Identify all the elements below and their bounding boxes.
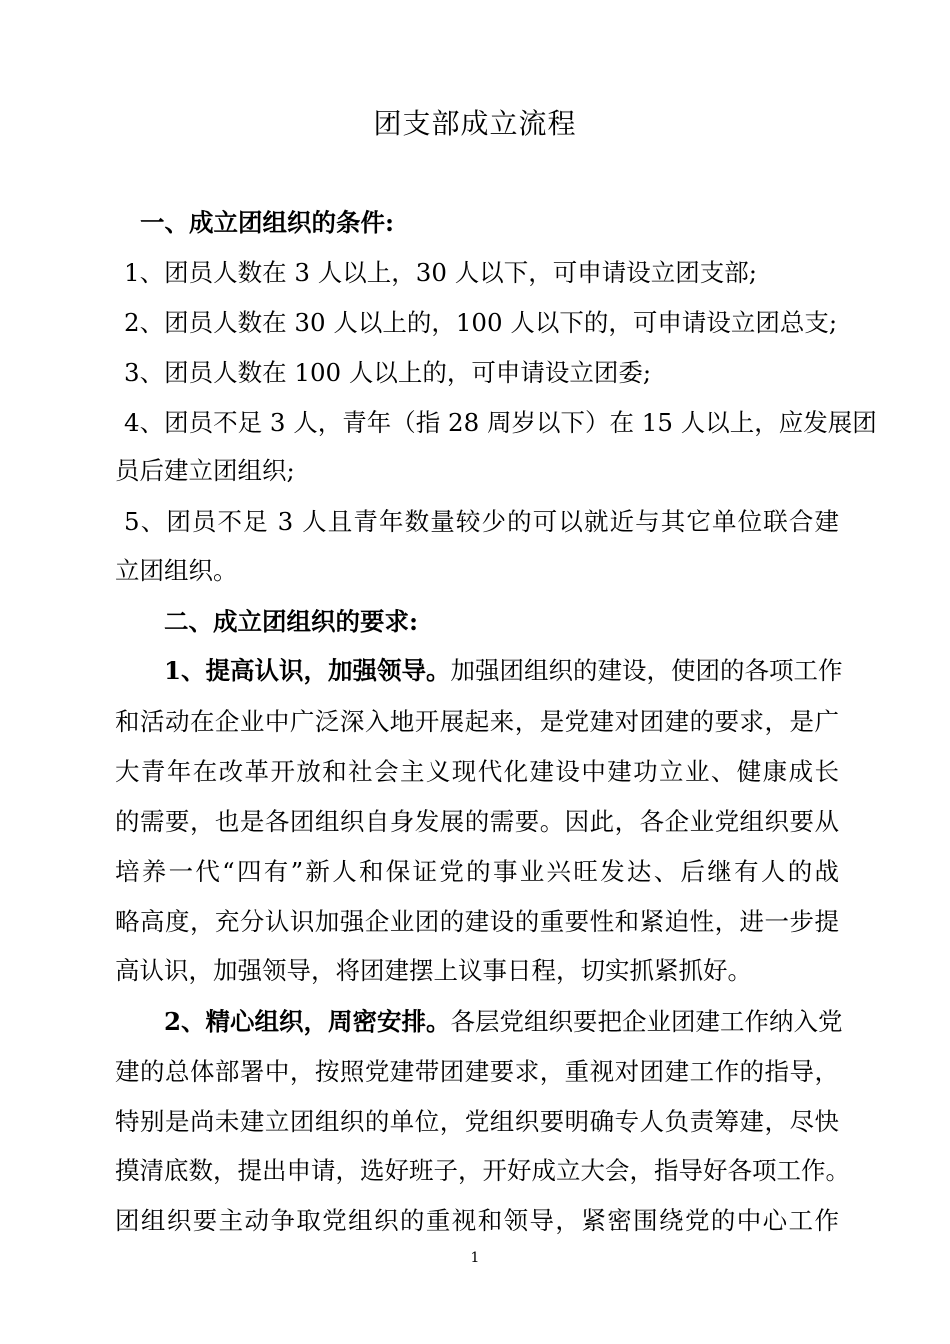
requirement-1-line-3: 大青年在改革开放和社会主义现代化建设中建功立业、健康成长 [115, 757, 839, 786]
requirement-1-text: 加强团组织的建设，使团的各项工作 [450, 656, 843, 685]
condition-item-4: 4、团员不足 3 人，青年（指 28 周岁以下）在 15 人以上，应发展团 [124, 408, 877, 437]
condition-item-2: 2、团员人数在 30 人以上的，100 人以下的，可申请设立团总支; [124, 308, 838, 337]
condition-item-1: 1、团员人数在 3 人以上，30 人以下，可申请设立团支部; [124, 258, 757, 287]
condition-item-4-cont: 员后建立团组织; [115, 456, 295, 485]
requirement-2-text: 各层党组织要把企业团建工作纳入党 [450, 1007, 843, 1036]
requirement-2-first-line [164, 996, 843, 1048]
requirement-1-line-4: 的需要，也是各团组织自身发展的需要。因此，各企业党组织要从 [115, 807, 839, 836]
section1-heading: 一、成立团组织的条件: [140, 208, 395, 237]
requirement-2-line-4: 摸清底数，提出申请，选好班子，开好成立大会，指导好各项工作。 [115, 1156, 850, 1185]
requirement-1-first-line [164, 645, 843, 697]
requirement-1-line-5: 培养一代“四有”新人和保证党的事业兴旺发达、后继有人的战 [115, 857, 839, 886]
section2-heading: 二、成立团组织的要求: [164, 607, 419, 636]
requirement-2-line-5: 团组织要主动争取党组织的重视和领导，紧密围绕党的中心工作 [115, 1206, 839, 1235]
requirement-1-line-2: 和活动在企业中广泛深入地开展起来，是党建对团建的要求，是广 [115, 707, 839, 736]
condition-item-5: 5、团员不足 3 人且青年数量较少的可以就近与其它单位联合建 [124, 507, 839, 536]
page-number: 1 [470, 1250, 480, 1266]
document-title: 团支部成立流程 [373, 107, 577, 140]
requirement-2-lead: 2、精心组织，周密安排。 [164, 1007, 451, 1036]
requirement-1-line-6: 略高度，充分认识加强企业团的建设的重要性和紧迫性，进一步提 [115, 907, 839, 936]
condition-item-5-cont: 立团组织。 [115, 556, 238, 585]
condition-item-3: 3、团员人数在 100 人以上的，可申请设立团委; [124, 358, 652, 387]
requirement-2-line-3: 特别是尚未建立团组织的单位，党组织要明确专人负责筹建，尽快 [115, 1107, 839, 1136]
requirement-1-lead: 1、提高认识，加强领导。 [164, 656, 451, 685]
requirement-1-line-7: 高认识，加强领导，将团建摆上议事日程，切实抓紧抓好。 [115, 956, 752, 985]
requirement-2-line-2: 建的总体部署中，按照党建带团建要求，重视对团建工作的指导， [115, 1057, 839, 1086]
